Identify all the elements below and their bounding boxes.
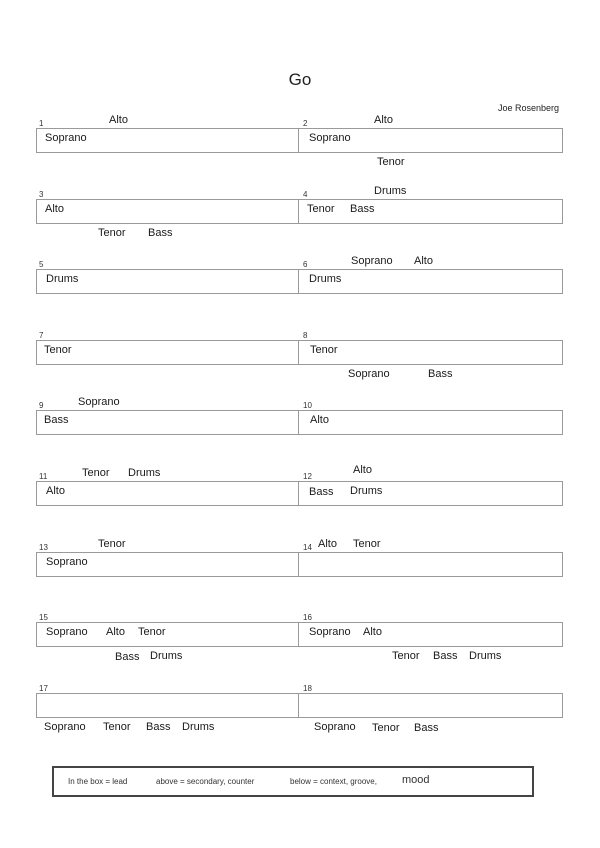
part-label-below: Bass <box>146 721 171 733</box>
part-label-lead: Tenor <box>310 344 338 356</box>
measure-number: 18 <box>303 684 312 693</box>
measure-number: 15 <box>39 613 48 622</box>
part-label-below: Bass <box>433 650 458 662</box>
part-label-below: Soprano <box>44 721 86 733</box>
part-label-below: Tenor <box>392 650 420 662</box>
part-label-lead: Drums <box>309 273 342 285</box>
part-label-lead: Tenor <box>138 626 166 638</box>
part-label-below: Drums <box>469 650 502 662</box>
part-label-lead: Soprano <box>46 556 88 568</box>
measure-number: 12 <box>303 472 312 481</box>
measure-number: 14 <box>303 543 312 552</box>
legend-mood: mood <box>402 774 430 786</box>
measure-box <box>36 552 563 577</box>
measure-number: 1 <box>39 119 44 128</box>
barline <box>298 340 299 365</box>
author-name: Joe Rosenberg <box>497 103 559 113</box>
measure-number: 7 <box>39 331 44 340</box>
system-row-5 <box>36 396 563 480</box>
part-label-lead: Drums <box>46 273 79 285</box>
part-label-lead: Alto <box>363 626 382 638</box>
barline <box>298 622 299 647</box>
measure-number: 6 <box>303 260 308 269</box>
measure-box <box>36 481 563 506</box>
legend-box <box>52 766 534 797</box>
system-row-9 <box>36 684 563 763</box>
part-label-below: Soprano <box>314 721 356 733</box>
measure-box <box>36 410 563 435</box>
part-label-above: Alto <box>414 255 433 267</box>
part-label-lead: Drums <box>350 485 383 497</box>
part-label-lead: Bass <box>44 414 69 426</box>
legend-secondary: above = secondary, counter <box>156 777 255 786</box>
measure-number: 3 <box>39 190 44 199</box>
part-label-lead: Soprano <box>46 626 88 638</box>
legend-context: below = context, groove, <box>290 777 377 786</box>
part-label-lead: Tenor <box>44 344 72 356</box>
barline <box>298 552 299 577</box>
barline <box>298 410 299 435</box>
measure-box <box>36 199 563 224</box>
measure-number: 11 <box>39 472 48 481</box>
measure-number: 4 <box>303 190 308 199</box>
measure-box <box>36 128 563 153</box>
part-label-above: Alto <box>353 464 372 476</box>
part-label-below: Tenor <box>377 156 405 168</box>
measure-box <box>36 340 563 365</box>
part-label-above: Tenor <box>98 538 126 550</box>
page-title: Go <box>288 70 312 89</box>
part-label-lead: Soprano <box>309 626 351 638</box>
system-row-3 <box>36 255 563 339</box>
barline <box>298 693 299 718</box>
part-label-lead: Alto <box>46 485 65 497</box>
part-label-below: Tenor <box>98 227 126 239</box>
part-label-below: Soprano <box>348 368 390 380</box>
part-label-lead: Alto <box>45 203 64 215</box>
part-label-below: Bass <box>428 368 453 380</box>
barline <box>298 199 299 224</box>
measure-box <box>36 269 563 294</box>
part-label-above: Alto <box>109 114 128 126</box>
part-label-below: Tenor <box>372 722 400 734</box>
barline <box>298 128 299 153</box>
part-label-lead: Bass <box>309 486 334 498</box>
measure-number: 2 <box>303 119 308 128</box>
part-label-below: Drums <box>182 721 215 733</box>
measure-number: 10 <box>303 401 312 410</box>
measure-number: 16 <box>303 613 312 622</box>
part-label-lead: Soprano <box>309 132 351 144</box>
system-row-1 <box>36 114 563 198</box>
measure-number: 17 <box>39 684 48 693</box>
system-row-8 <box>36 613 563 692</box>
system-row-7 <box>36 538 563 622</box>
part-label-below: Bass <box>414 722 439 734</box>
part-label-lead: Soprano <box>45 132 87 144</box>
part-label-above: Drums <box>374 185 407 197</box>
part-label-above: Alto <box>318 538 337 550</box>
part-label-above: Soprano <box>78 396 120 408</box>
legend-lead: In the box = lead <box>68 777 128 786</box>
measure-number: 5 <box>39 260 44 269</box>
barline <box>298 481 299 506</box>
measure-number: 13 <box>39 543 48 552</box>
measure-number: 9 <box>39 401 44 410</box>
part-label-below: Drums <box>150 650 183 662</box>
part-label-below: Bass <box>115 651 140 663</box>
barline <box>298 269 299 294</box>
part-label-lead: Alto <box>106 626 125 638</box>
part-label-lead: Bass <box>350 203 375 215</box>
part-label-below: Tenor <box>103 721 131 733</box>
measure-box <box>36 693 563 718</box>
measure-number: 8 <box>303 331 308 340</box>
part-label-above: Soprano <box>351 255 393 267</box>
part-label-below: Bass <box>148 227 173 239</box>
part-label-lead: Alto <box>310 414 329 426</box>
part-label-above: Drums <box>128 467 161 479</box>
part-label-lead: Tenor <box>307 203 335 215</box>
system-row-2 <box>36 185 563 269</box>
part-label-above: Tenor <box>82 467 110 479</box>
part-label-above: Tenor <box>353 538 381 550</box>
part-label-above: Alto <box>374 114 393 126</box>
